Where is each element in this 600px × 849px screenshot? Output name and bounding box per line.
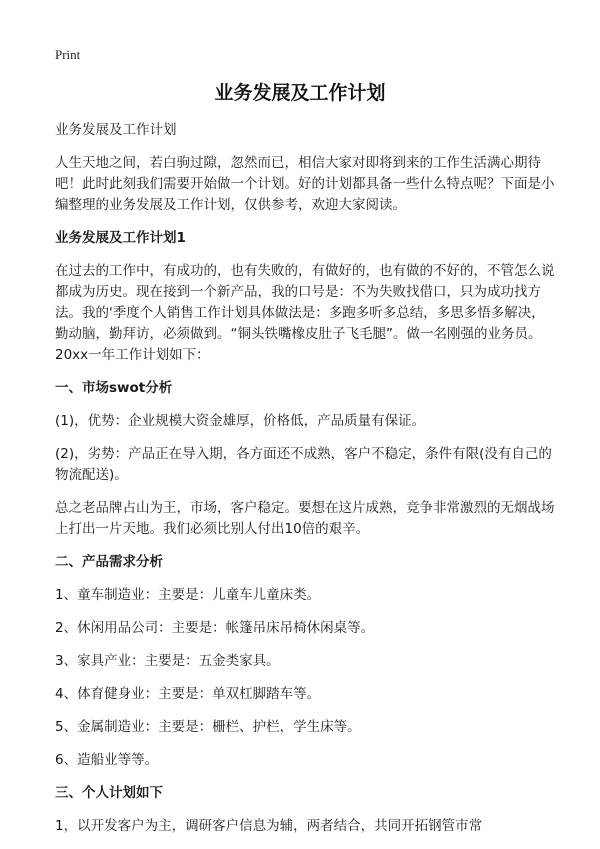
plan1-heading: 业务发展及工作计划1 — [55, 230, 186, 246]
demand-item: 4、体育健身业：主要是：单双杠脚踏车等。 — [55, 686, 321, 702]
swot-heading: 一、市场swot分析 — [55, 380, 173, 396]
print-label[interactable]: Print — [55, 47, 81, 62]
demand-item: 5、金属制造业：主要是：栅栏、护栏，学生床等。 — [55, 719, 361, 735]
page-title: 业务发展及工作计划 — [214, 82, 386, 104]
subtitle: 业务发展及工作计划 — [55, 122, 177, 138]
demand-item: 2、休闲用品公司：主要是：帐篷吊床吊椅休闲桌等。 — [55, 620, 375, 636]
demand-item: 3、家具产业：主要是：五金类家具。 — [55, 653, 280, 669]
document-body — [55, 120, 555, 849]
intro-paragraph: 人生天地之间，若白驹过隙，忽然而已，相信大家对即将到来的工作生活满心期待吧！此时此刻我们需要开始做一个计划。好的计划都具备一些什么特点呢？下面是小编整理的业务发展及工作计划，仅供参考，欢迎大家阅读。 — [55, 155, 555, 213]
swot-disadvantage: (2)，劣势：产品正在导入期，各方面还不成熟，客户不稳定，条件有限(没有自己的物流配送)。 — [55, 446, 552, 483]
personal-heading: 三、个人计划如下 — [55, 785, 163, 801]
personal-item: 1，以开发客户为主，调研客户信息为辅，两者结合，共同开拓钢管市常 — [55, 818, 483, 834]
demand-item: 1、童车制造业：主要是：儿童车儿童床类。 — [55, 587, 321, 603]
swot-advantage: (1)，优势：企业规模大资金雄厚，价格低，产品质量有保证。 — [55, 413, 426, 429]
demand-item: 6、造船业等等。 — [55, 752, 159, 768]
demand-heading: 二、产品需求分析 — [55, 554, 163, 570]
swot-summary: 总之老品牌占山为王，市场，客户稳定。要想在这片成熟，竞争非常激烈的无烟战场上打出一片天地。我们必须比别人付出10倍的艰辛。 — [55, 500, 555, 537]
plan1-paragraph: 在过去的工作中，有成功的，也有失败的，有做好的，也有做的不好的，不管怎么说都成为历史。现在接到一个新产品，我的口号是：不为失败找借口，只为成功找方法。我的'季度个人销售工作计划具体做法是：多跑多听多总结，多思多悟多解决，勤动脑，勤拜访，必须做到。“铜头铁嘴橡皮肚子飞毛腿”。做一名刚强的业务员。20xx一年工作计划如下： — [55, 263, 555, 363]
